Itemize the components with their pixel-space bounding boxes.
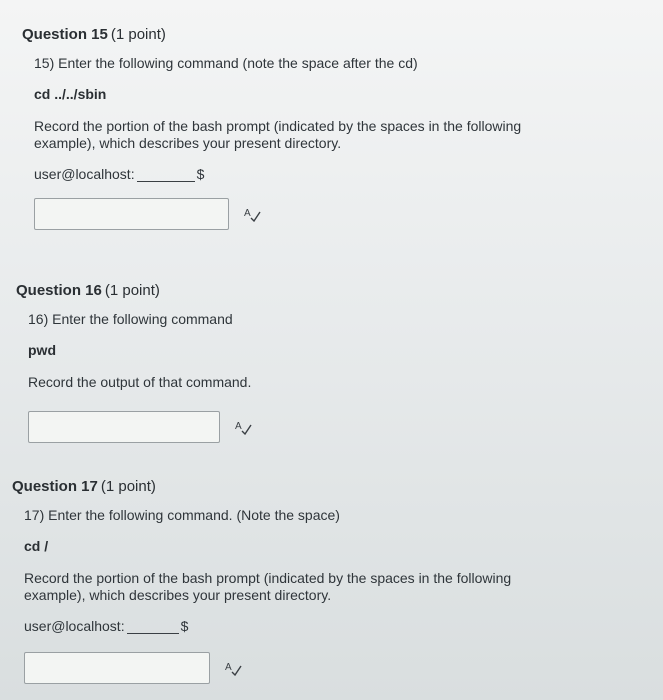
answer-row [24,652,564,684]
prompt-suffix: $ [196,166,205,182]
answer-row [34,198,574,230]
question-title: Question 16 [16,282,102,299]
spellcheck-icon[interactable] [234,419,252,435]
prompt-prefix: user@localhost: [34,166,135,182]
question-command: pwd [28,342,56,358]
svg-text:A: A [225,662,232,673]
question-points: (1 point) [100,478,156,495]
question-header [12,478,564,495]
question-header [16,282,568,299]
question-command: cd / [24,538,49,554]
question-instructions: Record the portion of the bash prompt (indicated by the spaces in the following example), which describes your present directory. [24,570,512,603]
question-15 [22,26,574,230]
question-instructions: Record the output of that command. [28,374,252,390]
svg-text:A: A [244,208,251,219]
prompt-suffix: $ [180,618,189,634]
prompt-blank [127,619,179,634]
question-points: (1 point) [110,26,166,43]
answer-input[interactable] [24,652,210,684]
prompt-prefix: user@localhost: [24,618,125,634]
question-title: Question 17 [12,478,98,495]
question-text: 17) Enter the following command. (Note the space) [24,507,340,523]
question-instructions: Record the portion of the bash prompt (indicated by the spaces in the following example), which describes your present directory. [34,118,522,151]
question-16 [16,282,568,443]
question-17 [12,478,564,684]
question-header [22,26,574,43]
answer-input[interactable] [28,411,220,443]
prompt-blank [137,167,195,182]
spellcheck-icon[interactable] [243,206,261,222]
question-text: 16) Enter the following command [28,311,233,327]
answer-row [28,411,568,443]
svg-text:A: A [235,421,242,432]
question-text: 15) Enter the following command (note the space after the cd) [34,55,418,71]
question-title: Question 15 [22,26,108,43]
answer-input[interactable] [34,198,229,230]
prompt-example [34,166,574,182]
spellcheck-icon[interactable] [224,660,242,676]
prompt-example [24,618,564,634]
question-points: (1 point) [104,282,160,299]
question-command: cd ../../sbin [34,86,107,102]
